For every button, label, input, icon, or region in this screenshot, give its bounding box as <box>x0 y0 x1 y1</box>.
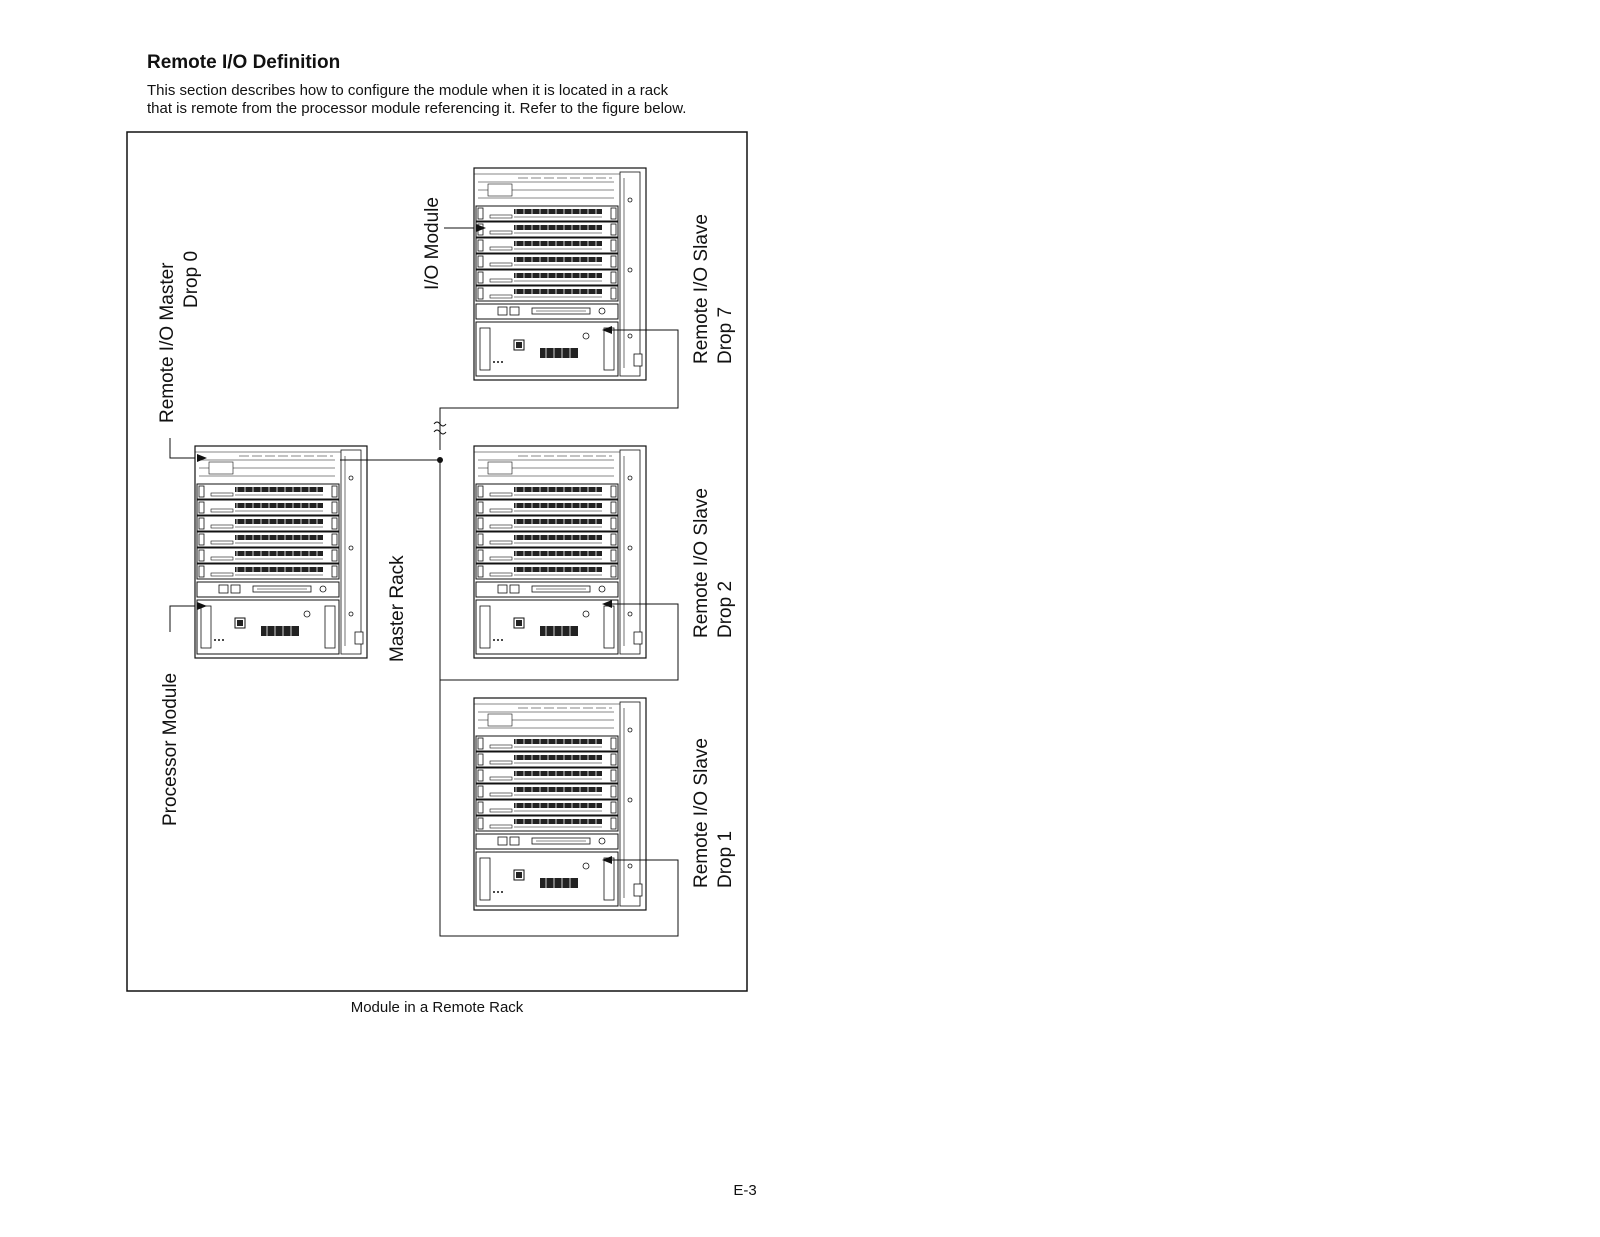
network-junction <box>437 457 443 463</box>
label-processor-module: Processor Module <box>160 672 181 826</box>
intro-line-2: that is remote from the processor module referencing it. Refer to the figure below. <box>147 100 687 117</box>
label-master-rack: Master Rack <box>387 555 408 662</box>
label-slave1-line2: Drop 1 <box>715 830 736 888</box>
label-io-module: I/O Module <box>422 197 443 290</box>
slave-drop7-rack-drawing <box>474 168 646 380</box>
label-slave2-line1: Remote I/O Slave <box>691 488 712 638</box>
label-slave2-line2: Drop 2 <box>715 580 736 638</box>
section-heading: Remote I/O Definition <box>147 52 341 73</box>
slave-drop1-rack-drawing <box>474 698 646 910</box>
master-rack-drawing <box>195 446 367 658</box>
label-slave7-line2: Drop 7 <box>715 306 736 364</box>
label-slave7-line1: Remote I/O Slave <box>691 214 712 364</box>
figure-caption: Module in a Remote Rack <box>350 999 524 1016</box>
label-master-line1: Remote I/O Master <box>157 262 178 423</box>
page-number: E-3 <box>733 1182 757 1199</box>
slave-drop2-rack-drawing <box>474 446 646 658</box>
intro-line-1: This section describes how to configure the module when it is located in a rack <box>147 82 669 99</box>
label-slave1-line1: Remote I/O Slave <box>691 738 712 888</box>
label-master-line2: Drop 0 <box>181 250 202 308</box>
